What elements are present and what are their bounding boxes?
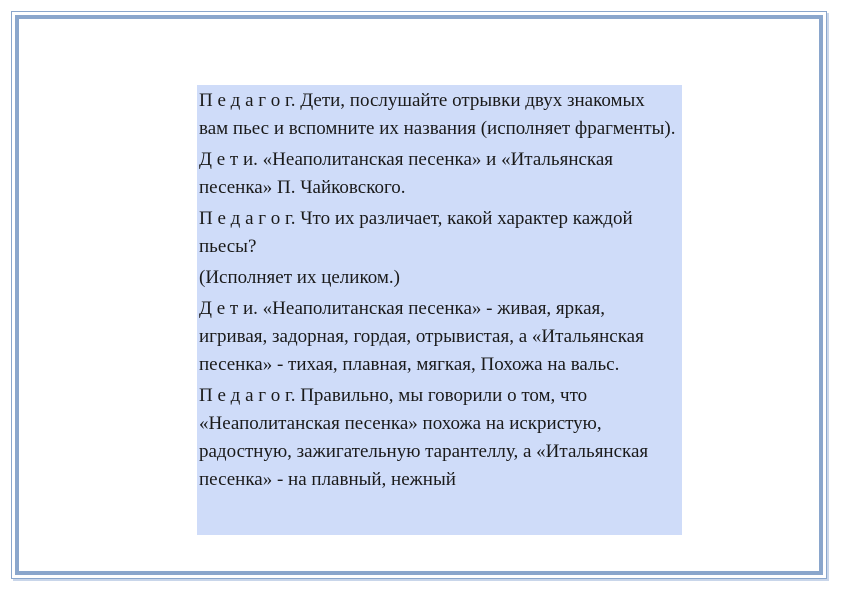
dialogue-paragraph [199, 87, 678, 143]
speaker-label: Д е т и. [199, 298, 258, 319]
dialogue-paragraph [199, 205, 678, 261]
speaker-label: П е д а г о г. [199, 90, 296, 111]
speaker-label: П е д а г о г. [199, 208, 296, 229]
speaker-label: Д е т и. [199, 149, 258, 170]
dialogue-text: Правильно, мы говорили о том, что «Неаполитанская песенка» похожа на искристую, радостную, зажигательную тарантеллу, а «Итальянская песенка» - на плавный, нежный [199, 385, 649, 490]
dialogue-paragraph [199, 382, 678, 494]
dialogue-text: Дети, послушайте отрывки двух знакомых вам пьес и вспомните их названия (исполняет фрагменты). [199, 90, 676, 139]
dialogue-paragraph [199, 295, 678, 379]
speaker-label: П е д а г о г. [199, 385, 296, 406]
dialogue-paragraph [199, 146, 678, 202]
dialogue-text: (Исполняет их целиком.) [199, 267, 400, 288]
dialogue-text: «Неаполитанская песенка» и «Итальянская песенка» П. Чайковского. [199, 149, 614, 198]
dialogue-text: «Неаполитанская песенка» - живая, яркая, игривая, задорная, гордая, отрывистая, а «Итальянская песенка» - тихая, плавная, мягкая, Похожа на вальс. [199, 298, 644, 375]
dialogue-textbox [197, 85, 682, 535]
stage-direction [199, 264, 678, 292]
dialogue-text: Что их различает, какой характер каждой пьесы? [199, 208, 633, 257]
